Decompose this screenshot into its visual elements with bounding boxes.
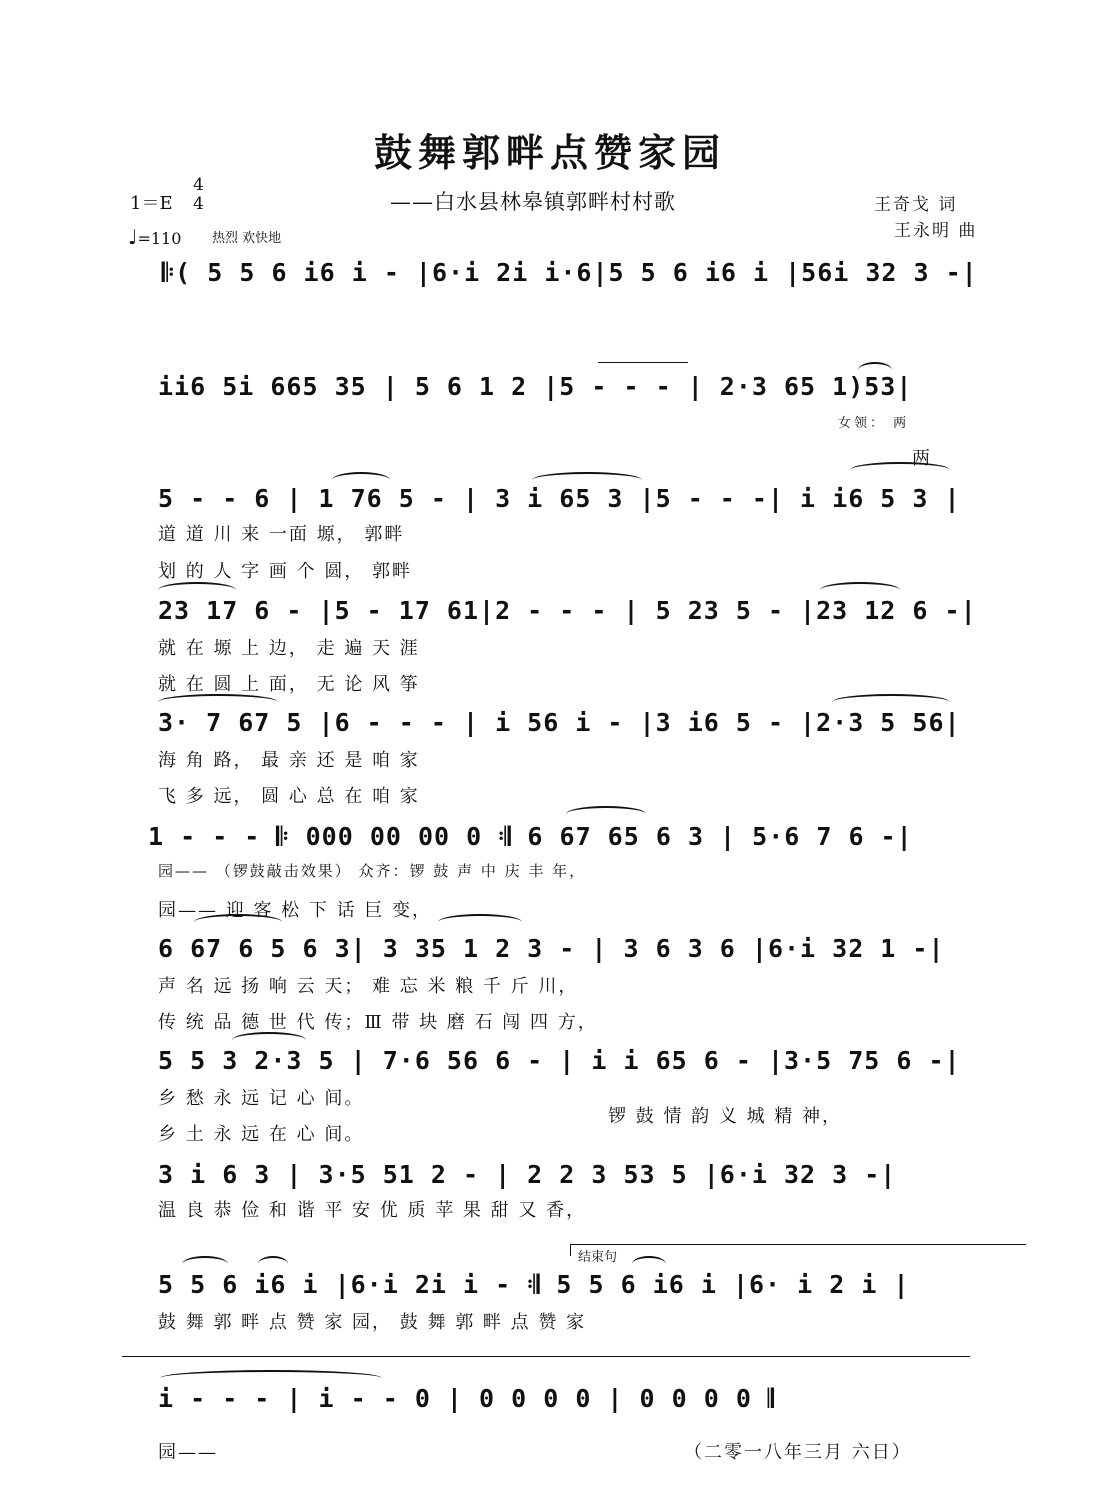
tempo-marking xyxy=(128,225,181,249)
expression-marking: 热烈 欢快地 xyxy=(212,231,282,246)
staff-row-8: 5 5 3 2·3 5 | 7·6 56 6 - | i i 65 6 - |3·5 75 6 -| xyxy=(158,1046,961,1075)
lyric-line: 传 统 品 德 世 代 传；Ⅲ 带 块 磨 石 闯 四 方， xyxy=(158,1012,598,1033)
time-signature-bottom: 4 xyxy=(193,194,204,214)
lyric-line: 温 良 恭 俭 和 谐 平 安 优 质 苹 果 甜 又 香， xyxy=(158,1200,587,1221)
lyric-line-right: 锣 鼓 情 韵 义 城 精 神， xyxy=(608,1106,843,1127)
lyricist-credit: 王奇戈 词 xyxy=(874,195,958,215)
staff-row-9: 3 i 6 3 | 3·5 51 2 - | 2 2 3 53 5 |6·i 32 3 -| xyxy=(158,1160,897,1189)
lyric-line: 划 的 人 字 画 个 圆， 郭畔 xyxy=(158,561,413,582)
lyric-line: 就 在 塬 上 边， 走 遍 天 涯 xyxy=(158,638,420,659)
staff-row-1: 𝄆( 5 5 6 i6 i - |6·i 2i i·6|5 5 6 i6 i |56i 32 3 -| xyxy=(162,258,978,287)
slur-mark xyxy=(438,914,522,930)
time-signature-top: 4 xyxy=(193,175,204,195)
lyric-line: 海 角 路， 最 亲 还 是 咱 家 xyxy=(158,750,420,771)
key-signature: 1＝E xyxy=(130,193,173,214)
staff-row-4: 23 17 6 - |5 - 17 61|2 - - - | 5 23 5 - |23 12 6 -| xyxy=(158,596,977,625)
quarter-note-icon: ♩ xyxy=(128,225,138,249)
final-line-rule xyxy=(122,1356,970,1357)
lyric-line: 园—— 迎 客 松 下 话 巨 变， xyxy=(158,900,433,921)
staff-row-7: 6 67 6 5 6 3| 3 35 1 2 3 - | 3 6 3 6 |6·i 32 1 -| xyxy=(158,934,945,963)
pickup-lyric: 两 xyxy=(912,448,932,469)
lyric-line: 声 名 远 扬 响 云 天； 难 忘 米 粮 千 斤 川， xyxy=(158,976,579,997)
tempo-value: =110 xyxy=(137,229,182,248)
ending-label: 结束句 xyxy=(578,1250,618,1265)
staff-row-5: 3· 7 67 5 |6 - - - | i 56 i - |3 i6 5 - |2·3 5 56| xyxy=(158,708,961,737)
staff-row-2: ii6 5i 665 35 | 5 6 1 2 |5 - - - | 2·3 65 1)53| xyxy=(158,372,913,401)
ending-bracket xyxy=(570,1244,1026,1245)
lyric-line: 鼓 舞 郭 畔 点 赞 家 园， 鼓 舞 郭 畔 点 赞 家 xyxy=(158,1312,587,1333)
lyric-line: 女领： 两 xyxy=(838,416,910,431)
lyric-line: 就 在 圆 上 面， 无 论 风 筝 xyxy=(158,674,420,695)
time-signature xyxy=(193,176,204,214)
staff-row-6: 1 - - - 𝄆 000 00 00 0 𝄇 6 67 65 6 3 | 5·6 7 6 -| xyxy=(148,822,913,851)
song-subtitle: ——白水县林皋镇郭畔村村歌 xyxy=(390,190,676,214)
staff-row-11: i - - - | i - - 0 | 0 0 0 0 | 0 0 0 0 𝄂 xyxy=(158,1384,775,1413)
composition-date: （二零一八年三月 六日） xyxy=(684,1442,912,1463)
staff-row-3: 5 - - 6 | 1 76 5 - | 3 i 65 3 |5 - - -| i i6 5 3 | xyxy=(158,484,961,513)
lyric-line: 乡 愁 永 远 记 心 间。 xyxy=(158,1088,365,1109)
staff-row-10: 5 5 6 i6 i |6·i 2i i - 𝄇 5 5 6 i6 i |6· i 2 i | xyxy=(158,1270,910,1299)
lyric-line: 道 道 川 来 一面 塬， 郭畔 xyxy=(158,524,405,545)
lyric-line: 园—— xyxy=(158,1442,218,1463)
slur-mark xyxy=(850,462,950,478)
crescendo-line xyxy=(598,362,688,363)
song-title: 鼓舞郭畔点赞家园 xyxy=(373,130,726,175)
lyric-line: 园—— （锣鼓敲击效果） 众齐：锣 鼓 声 中 庆 丰 年， xyxy=(158,862,587,880)
ending-bracket-hook xyxy=(570,1244,571,1256)
slur-mark xyxy=(194,914,282,930)
lyric-line: 飞 多 远， 圆 心 总 在 咱 家 xyxy=(158,786,420,807)
slur-mark xyxy=(566,806,646,822)
composer-credit: 王永明 曲 xyxy=(894,221,978,241)
lyric-line: 乡 土 永 远 在 心 间。 xyxy=(158,1124,365,1145)
